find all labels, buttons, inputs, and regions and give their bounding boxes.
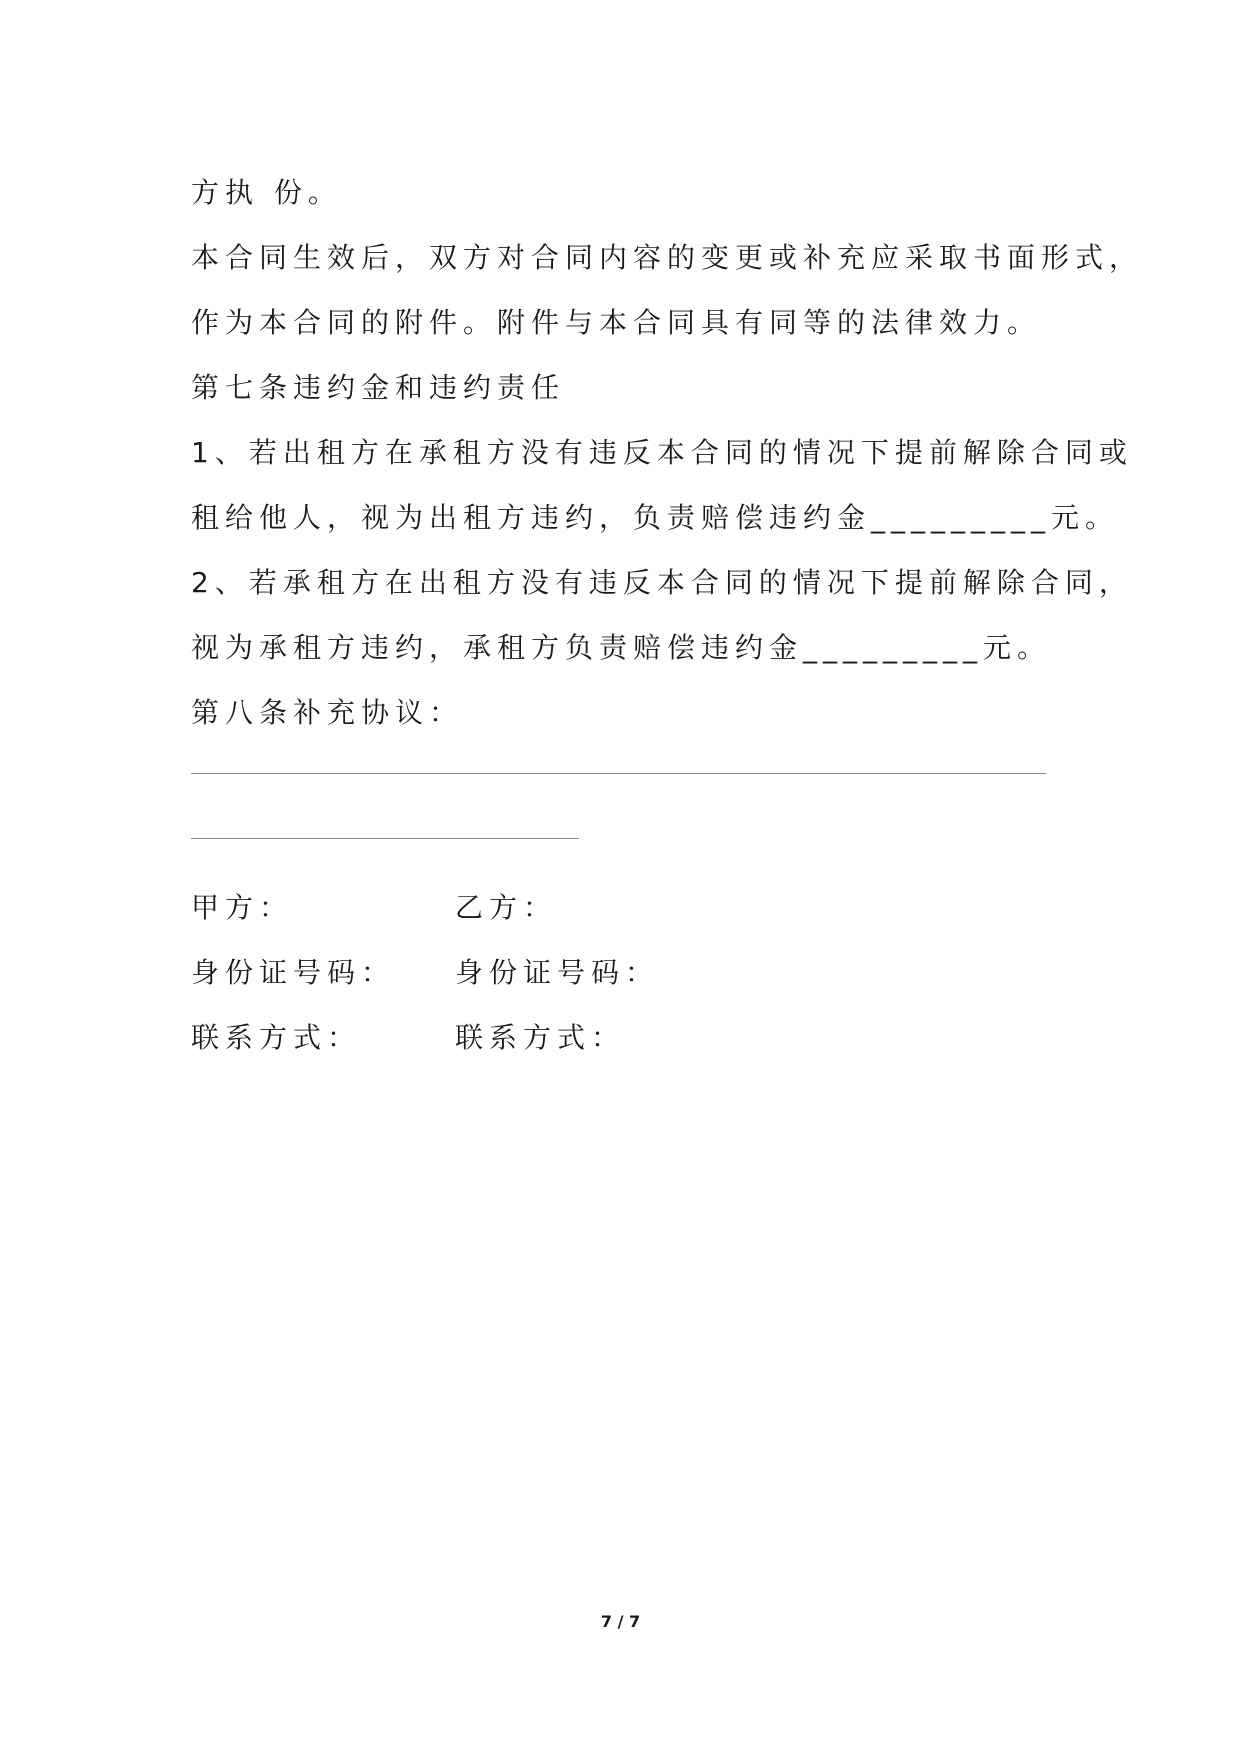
contact-b-label: 联系方式： xyxy=(455,1021,626,1054)
signature-row-party xyxy=(191,875,1091,940)
clause-1-line-2: 租给他人，视为出租方违约，负责赔偿违约金_________元。 xyxy=(191,501,1120,534)
clause-1-line-1: 1、若出租方在承租方没有违反本合同的情况下提前解除合同或 xyxy=(191,436,1133,469)
supplement-blank-line-2 xyxy=(191,810,1091,875)
section-heading-8: 第八条补充协议： xyxy=(191,696,464,729)
contact-a-label: 联系方式： xyxy=(191,1021,362,1054)
party-a-label: 甲方： xyxy=(191,891,294,924)
document-body xyxy=(191,160,1144,1070)
page-number: 7 / 7 xyxy=(600,1612,641,1631)
signature-row-contact xyxy=(191,1005,1091,1070)
clause-2-line-1: 2、若承租方在出租方没有违反本合同的情况下提前解除合同， xyxy=(191,566,1133,599)
text-line: 本合同生效后，双方对合同内容的变更或补充应采取书面形式， xyxy=(191,241,1144,274)
id-a-label: 身份证号码： xyxy=(191,956,396,989)
text-line: 方执 份。 xyxy=(191,176,342,209)
supplement-blank-line-1 xyxy=(191,745,1091,810)
text-line: 作为本合同的附件。附件与本合同具有同等的法律效力。 xyxy=(191,306,1042,339)
id-b-label: 身份证号码： xyxy=(455,956,660,989)
clause-2-line-2: 视为承租方违约，承租方负责赔偿违约金_________元。 xyxy=(191,631,1052,664)
signature-row-id xyxy=(191,940,1091,1005)
party-b-label: 乙方： xyxy=(455,891,558,924)
section-heading-7: 第七条违约金和违约责任 xyxy=(191,371,566,404)
